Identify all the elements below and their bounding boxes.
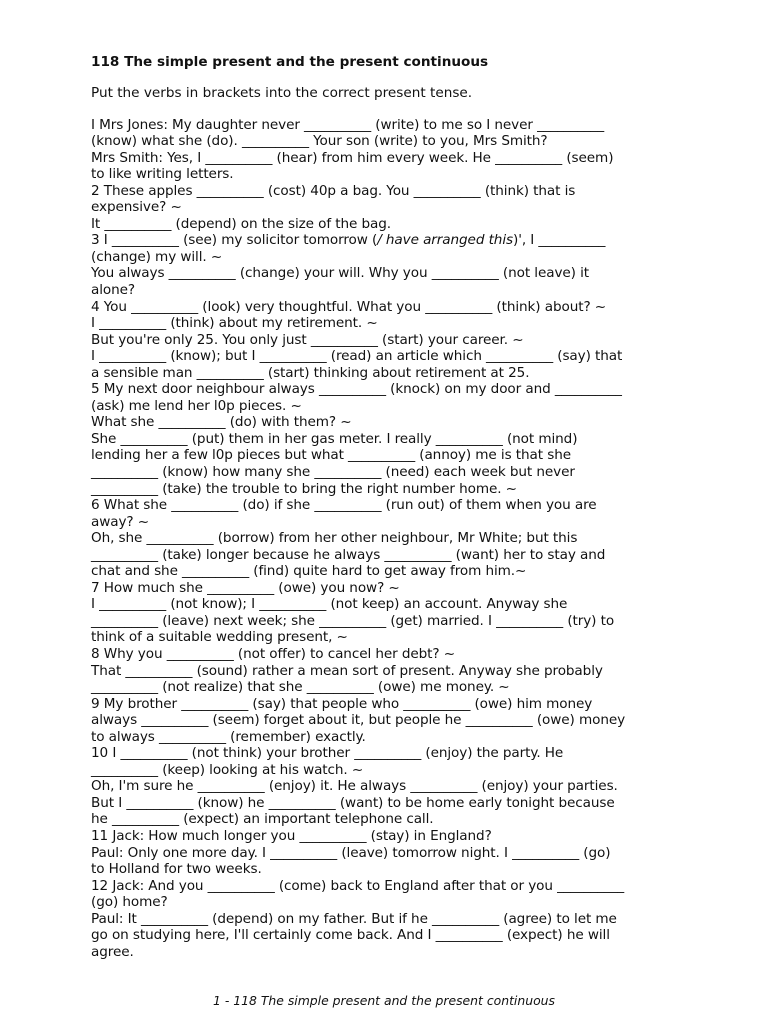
exercise-line: alone? bbox=[91, 281, 136, 298]
exercise-line: Mrs Smith: Yes, I __________ (hear) from him every week. He __________ (seem) bbox=[91, 149, 614, 166]
exercise-line: __________ (take) the trouble to bring the right number home. ~ bbox=[91, 480, 517, 497]
exercise-line: 4 You __________ (look) very thoughtful. What you __________ (think) about? ~ bbox=[91, 298, 607, 315]
exercise-line: agree. bbox=[91, 943, 134, 960]
page-footer: 1 - 118 The simple present and the present continuous bbox=[213, 993, 555, 1008]
exercise-line: (change) my will. ~ bbox=[91, 248, 223, 265]
exercise-line: 2 These apples __________ (cost) 40p a bag. You __________ (think) that is bbox=[91, 182, 576, 199]
exercise-line: I Mrs Jones: My daughter never __________ (write) to me so I never __________ bbox=[91, 116, 605, 133]
exercise-line: __________ (keep) looking at his watch. ~ bbox=[91, 761, 364, 778]
worksheet-page bbox=[91, 52, 691, 960]
instructions-text: Put the verbs in brackets into the correct present tense. bbox=[91, 85, 473, 101]
exercise-line: But you're only 25. You only just __________ (start) your career. ~ bbox=[91, 331, 524, 348]
page-title: 118 The simple present and the present continuous bbox=[91, 54, 489, 70]
exercise-line: 8 Why you __________ (not offer) to cancel her debt? ~ bbox=[91, 646, 456, 662]
exercise-line: lending her a few l0p pieces but what __________ (annoy) me is that she bbox=[91, 447, 571, 464]
exercise-line: go on studying here, I'll certainly come back. And I __________ (expect) he will bbox=[91, 927, 610, 944]
exercise-line: __________ (not realize) that she __________ (owe) me money. ~ bbox=[91, 679, 510, 696]
exercise-line: always __________ (seem) forget about it, but people he __________ (owe) money bbox=[91, 712, 626, 729]
exercise-line: he __________ (expect) an important telephone call. bbox=[91, 811, 434, 828]
exercise-line: Paul: Only one more day. I __________ (leave) tomorrow night. I __________ (go) bbox=[91, 844, 611, 861]
exercise-line: to like writing letters. bbox=[91, 166, 234, 183]
exercise-line: 5 My next door neighbour always __________ (knock) on my door and __________ bbox=[91, 381, 622, 398]
exercise-line: (go) home? bbox=[91, 894, 168, 911]
exercise-line: That __________ (sound) rather a mean sort of present. Anyway she probably bbox=[91, 662, 603, 679]
exercise-line: __________ (take) longer because he always __________ (want) her to stay and bbox=[91, 546, 606, 563]
exercise-line: You always __________ (change) your will. Why you __________ (not leave) it bbox=[91, 265, 589, 282]
exercise-line: 10 I __________ (not think) your brother __________ (enjoy) the party. He bbox=[91, 745, 564, 762]
exercise-line: I __________ (know); but I __________ (read) an article which __________ (say) that bbox=[91, 348, 623, 365]
exercise-text bbox=[91, 117, 691, 961]
exercise-line: __________ (leave) next week; she __________ (get) married. I __________ (try) to bbox=[91, 612, 615, 629]
exercise-line: expensive? ~ bbox=[91, 199, 182, 216]
exercise-line: She __________ (put) them in her gas meter. I really __________ (not mind) bbox=[91, 430, 578, 447]
exercise-line: to always __________ (remember) exactly. bbox=[91, 728, 366, 745]
exercise-line: It __________ (depend) on the size of the bag. bbox=[91, 215, 392, 232]
exercise-line: I __________ (not know); I __________ (not keep) an account. Anyway she bbox=[91, 596, 568, 613]
italic-note: / have arranged this bbox=[377, 232, 513, 249]
exercise-line: 9 My brother __________ (say) that people who __________ (owe) him money bbox=[91, 695, 593, 712]
exercise-line: Paul: It __________ (depend) on my father. But if he __________ (agree) to let me bbox=[91, 910, 617, 927]
exercise-line: away? ~ bbox=[91, 513, 150, 530]
exercise-line: chat and she __________ (find) quite hard to get away from him.~ bbox=[91, 563, 527, 580]
exercise-line: (know) what she (do). __________ Your son (write) to you, Mrs Smith? bbox=[91, 133, 548, 150]
exercise-line: __________ (know) how many she __________ (need) each week but never bbox=[91, 463, 575, 480]
exercise-line: I __________ (think) about my retirement. ~ bbox=[91, 315, 378, 332]
exercise-line: 6 What she __________ (do) if she __________ (run out) of them when you are bbox=[91, 497, 597, 514]
exercise-line: to Holland for two weeks. bbox=[91, 861, 262, 878]
exercise-line: (ask) me lend her l0p pieces. ~ bbox=[91, 397, 302, 414]
exercise-line: think of a suitable wedding present, ~ bbox=[91, 629, 348, 646]
exercise-line: 7 How much she __________ (owe) you now? ~ bbox=[91, 579, 400, 596]
exercise-line: 3 I __________ (see) my solicitor tomorrow (/ have arranged this)', I __________ bbox=[91, 232, 606, 249]
exercise-line: a sensible man __________ (start) thinking about retirement at 25. bbox=[91, 364, 530, 381]
exercise-line: 11 Jack: How much longer you __________ (stay) in England? bbox=[91, 828, 492, 845]
exercise-line: Oh, I'm sure he __________ (enjoy) it. He always __________ (enjoy) your parties. bbox=[91, 778, 618, 795]
exercise-line: Oh, she __________ (borrow) from her other neighbour, Mr White; but this bbox=[91, 530, 578, 547]
exercise-line: 12 Jack: And you __________ (come) back to England after that or you __________ bbox=[91, 877, 625, 894]
exercise-line: But I __________ (know) he __________ (want) to be home early tonight because bbox=[91, 794, 615, 811]
exercise-line: What she __________ (do) with them? ~ bbox=[91, 414, 352, 431]
